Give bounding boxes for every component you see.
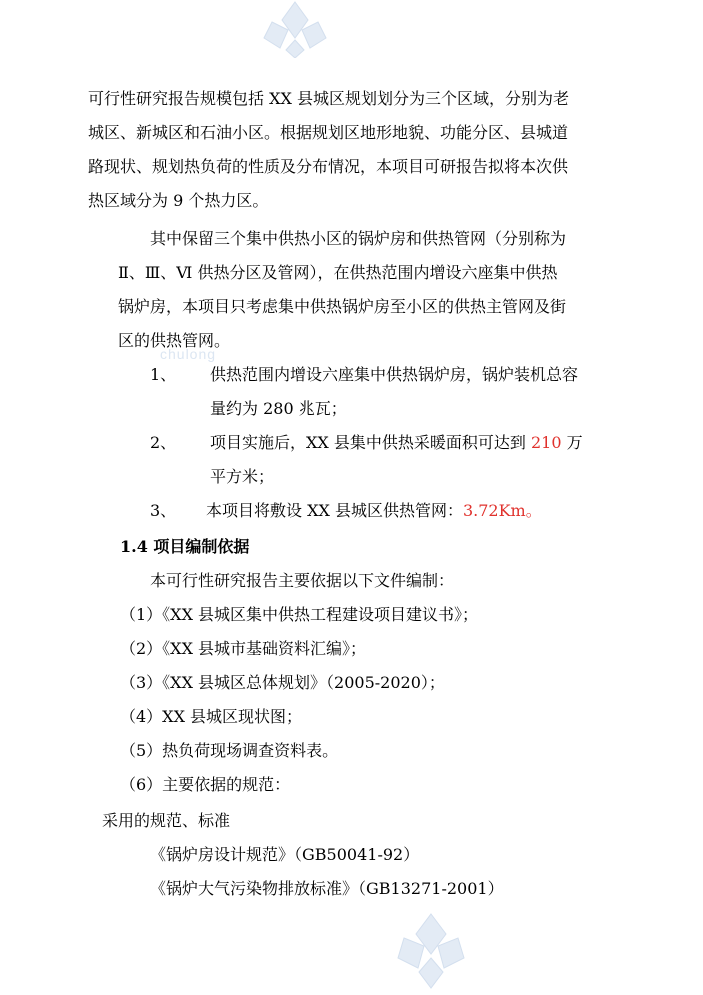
highlight-value: 3.72Km。: [462, 501, 542, 520]
item-number: 3、: [150, 501, 177, 520]
paragraph-line: 区的供热管网。: [118, 331, 231, 350]
basis-item: （3）《XX 县城区总体规划》（2005-2020）；: [120, 673, 445, 692]
item-text: 供热范围内增设六座集中供热锅炉房，锅炉装机总容: [210, 365, 579, 384]
paragraph-line: 热区域分为 9 个热力区。: [88, 191, 269, 210]
basis-item: （6）主要依据的规范：: [120, 775, 291, 794]
basis-item: （2）《XX 县城市基础资料汇编》；: [120, 639, 367, 658]
basis-item: （1）《XX 县城区集中供热工程建设项目建议书》；: [120, 605, 479, 624]
item-text: 平方米；: [210, 467, 275, 486]
item-text: 项目实施后，XX 县集中供热采暖面积可达到 210 万: [210, 433, 583, 452]
watermark-snowflake-icon: [252, 0, 338, 58]
section-heading: 1.4 项目编制依据: [120, 537, 250, 556]
paragraph-line: 路现状、规划热负荷的性质及分布情况，本项目可研报告拟将本次供: [88, 157, 569, 176]
paragraph-line: 其中保留三个集中供热小区的锅炉房和供热管网（分别称为: [150, 229, 567, 248]
item-text: 本项目将敷设 XX 县城区供热管网：3.72Km。: [206, 501, 542, 520]
basis-item: （5）热负荷现场调查资料表。: [120, 741, 339, 760]
standard-item: 《锅炉房设计规范》（GB50041-92）: [150, 845, 420, 864]
item-text: 量约为 280 兆瓦；: [210, 399, 347, 418]
standard-item: 《锅炉大气污染物排放标准》（GB13271-2001）: [150, 879, 504, 898]
paragraph-line: Ⅱ、Ⅲ、Ⅵ 供热分区及管网），在供热范围内增设六座集中供热: [118, 263, 558, 282]
standards-label: 采用的规范、标准: [102, 811, 231, 830]
paragraph-line: 城区、新城区和石油小区。根据规划区地形地貌、功能分区、县城道: [88, 123, 569, 142]
highlight-value: 210: [530, 433, 562, 452]
item-number: 2、: [150, 433, 177, 452]
watermark-text: chulong: [160, 346, 217, 362]
basis-item: （4）XX 县城区现状图；: [120, 707, 303, 726]
watermark-snowflake-icon: [388, 912, 474, 992]
paragraph-line: 锅炉房，本项目只考虑集中供热锅炉房至小区的供热主管网及街: [118, 297, 567, 316]
section-intro: 本可行性研究报告主要依据以下文件编制：: [150, 571, 455, 590]
item-number: 1、: [150, 365, 177, 384]
paragraph-line: 可行性研究报告规模包括 XX 县城区规划划分为三个区域，分别为老: [88, 89, 569, 108]
